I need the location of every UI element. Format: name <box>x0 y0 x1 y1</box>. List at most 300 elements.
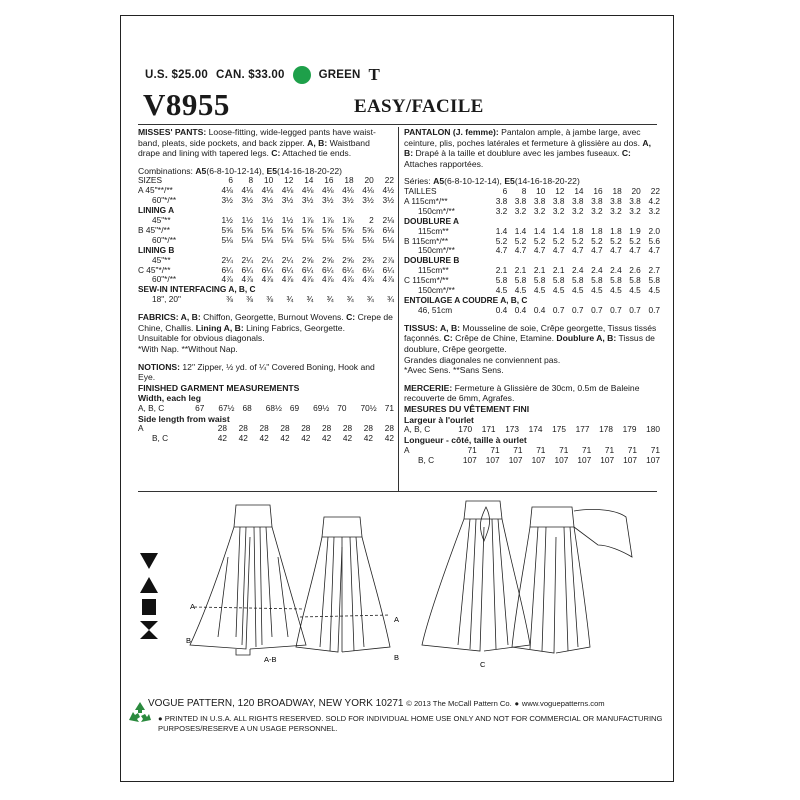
table-cell: 3.8 <box>591 195 603 206</box>
table-cell: 5⅛ <box>221 234 233 245</box>
label-c: C <box>480 660 486 669</box>
green-dot-icon <box>293 66 311 84</box>
table-cell: 3.2 <box>610 205 622 216</box>
pattern-number: V8955 <box>143 87 230 122</box>
table-cell: 5⅝ <box>321 224 334 235</box>
table-cell: 28 <box>384 423 394 434</box>
table-cell: 5⅝ <box>281 224 294 235</box>
table-cell: 5⅛ <box>362 234 374 245</box>
table-cell: 1.4 <box>552 225 565 236</box>
table-cell: 3.8 <box>610 195 622 206</box>
price-can: CAN. $33.00 <box>215 69 285 81</box>
table-cell: 3.2 <box>648 205 660 216</box>
table-cell: LINING A <box>138 205 175 216</box>
table-cell: SIZES <box>138 175 162 186</box>
table-cell: 4.5 <box>610 285 622 296</box>
table-cell: 2.1 <box>552 265 565 276</box>
table-cell: 5⅛ <box>261 234 274 245</box>
table-cell: 71 <box>536 444 546 455</box>
table-cell: 69 <box>289 402 300 413</box>
color-label: GREEN <box>318 69 361 81</box>
table-cell: 2.4 <box>591 265 603 276</box>
table-cell: ¾ <box>366 294 374 305</box>
table-cell: 2⅛ <box>382 215 394 225</box>
table-cell: 18", 20" <box>152 294 181 305</box>
table-cell: B 115cm*/** <box>404 235 449 246</box>
table-cell: 4⅞ <box>342 274 354 285</box>
table-cell: 4⅞ <box>221 274 233 285</box>
table-cell: 5⅝ <box>362 224 374 235</box>
table-cell: 115cm** <box>418 265 449 276</box>
garment-illustrations <box>128 497 668 677</box>
table-cell: 0.7 <box>572 304 584 315</box>
table-cell: 5⅛ <box>281 234 294 245</box>
table-cell: 171 <box>481 424 496 435</box>
table-cell: 2⅝ <box>301 254 314 265</box>
table-cell: 18 <box>344 175 354 186</box>
price-us: U.S. $25.00 <box>145 69 208 81</box>
table-cell: 6¼ <box>342 264 354 275</box>
table-cell: ⅜ <box>226 294 233 305</box>
table-cell: 5.8 <box>610 275 622 286</box>
table-cell: 0.7 <box>610 304 622 315</box>
table-cell: 3.8 <box>533 195 546 206</box>
table-cell: 46, 51cm <box>418 304 453 315</box>
table-cell: 28 <box>259 423 269 434</box>
table-cell: 2.1 <box>533 265 546 276</box>
table-cell: 6¼ <box>221 264 233 275</box>
table-cell: 6¼ <box>241 264 254 275</box>
table-cell: 60"*/** <box>152 195 177 206</box>
table-cell: 3.2 <box>495 205 508 216</box>
table-cell: 6 <box>228 175 233 186</box>
yardage-table-fr <box>404 187 660 316</box>
table-cell: DOUBLURE B <box>404 255 460 266</box>
table-cell: 1½ <box>241 215 254 225</box>
table-cell: 28 <box>363 423 373 434</box>
table-cell: ¾ <box>346 294 354 305</box>
description: MISSES' PANTS: Loose-fitting, wide-legged pants have waist-band, pleats, side pockets, and back zipper. A, B: Waistband drape and lining with tapered legs. C: Attached tie ends. <box>138 127 376 159</box>
table-cell: 0.7 <box>648 304 660 315</box>
table-cell: ⅜ <box>266 294 274 305</box>
table-cell: 67 <box>195 402 205 413</box>
table-cell: 4⅛ <box>281 185 294 196</box>
table-row <box>138 434 394 444</box>
table-cell: LINING B <box>138 244 175 255</box>
price-line <box>145 65 380 85</box>
difficulty-label: EASY/FACILE <box>354 96 484 117</box>
table-cell: 178 <box>599 424 613 435</box>
table-cell: A <box>404 444 410 455</box>
table-cell: 60"*/** <box>152 234 177 245</box>
length-table <box>138 424 394 444</box>
table-cell: 2⅝ <box>321 254 334 265</box>
table-cell: 3½ <box>301 195 314 206</box>
table-cell: 4⅛ <box>362 185 374 196</box>
table-cell: 107 <box>531 454 546 465</box>
table-cell: 68½ <box>265 402 282 413</box>
table-cell: 4.5 <box>572 285 584 296</box>
table-cell: 5.8 <box>495 275 508 286</box>
level-letter: T <box>368 65 381 84</box>
table-cell: 1.8 <box>572 225 584 236</box>
table-cell: TAILLES <box>404 185 437 196</box>
table-cell: 5.8 <box>591 275 603 286</box>
table-cell: 45"** <box>152 215 171 225</box>
table-cell: 0.4 <box>533 304 546 315</box>
table-cell: 3.2 <box>629 205 641 216</box>
table-cell: 107 <box>646 454 660 465</box>
table-cell: 5⅝ <box>241 224 254 235</box>
table-cell: 4.5 <box>514 285 527 296</box>
copyright: © 2013 The McCall Pattern Co. <box>406 699 512 708</box>
english-column <box>138 127 394 444</box>
table-cell: 20 <box>631 185 641 196</box>
table-cell: 4⅞ <box>261 274 274 285</box>
table-cell: 71 <box>559 444 569 455</box>
table-cell: 0.7 <box>629 304 641 315</box>
table-cell: 42 <box>363 433 373 444</box>
table-cell: B 45"*/** <box>138 224 171 235</box>
table-cell: 180 <box>646 424 660 435</box>
company-address: VOGUE PATTERN, 120 BROADWAY, NEW YORK 10271 <box>148 698 404 709</box>
table-cell: 42 <box>342 433 353 444</box>
table-cell: 3.8 <box>514 195 527 206</box>
table-cell: 2.4 <box>610 265 622 276</box>
table-cell: 6⅛ <box>382 224 394 235</box>
table-cell: 28 <box>217 423 227 434</box>
table-cell: ¾ <box>387 294 394 305</box>
table-cell: 1.4 <box>495 225 508 236</box>
label-b: B <box>186 636 192 645</box>
table-cell: 4⅛ <box>301 185 314 196</box>
table-cell: 1.8 <box>591 225 603 236</box>
table-cell: 5.8 <box>572 275 584 286</box>
table-cell: 4.7 <box>552 245 565 256</box>
table-cell: 0.4 <box>514 304 527 315</box>
table-cell: 107 <box>600 454 615 465</box>
table-cell: B, C <box>152 433 169 444</box>
table-cell: 4½ <box>382 185 394 196</box>
table-cell: 28 <box>342 423 353 434</box>
table-cell: 5⅝ <box>261 224 274 235</box>
table-cell: 4⅞ <box>301 274 314 285</box>
table-cell: 42 <box>384 433 394 444</box>
table-cell: 5.6 <box>648 235 660 246</box>
table-cell: 70½ <box>360 402 377 413</box>
table-cell: 3.2 <box>533 205 546 216</box>
table-cell: 0.7 <box>591 304 603 315</box>
table-cell: 3.2 <box>552 205 565 216</box>
table-cell: 71 <box>513 444 523 455</box>
width-table <box>138 404 394 414</box>
table-cell: 14 <box>574 185 584 196</box>
table-cell: 71 <box>490 444 500 455</box>
length-table-fr <box>404 446 660 466</box>
table-row <box>404 306 660 316</box>
notions-fr: MERCERIE: Fermeture à Glissière de 30cm, 0.5m de Baleine recouverte de 6mm, Agrafes. <box>404 382 640 404</box>
french-column <box>404 127 660 465</box>
table-cell: 42 <box>259 433 269 444</box>
table-cell: 1½ <box>281 215 294 225</box>
table-cell: 5⅛ <box>301 234 314 245</box>
table-cell: 4.7 <box>495 245 508 256</box>
table-cell: 12 <box>555 185 565 196</box>
table-cell: 1½ <box>221 215 233 225</box>
table-cell: A <box>138 423 144 434</box>
table-cell: 4.7 <box>610 245 622 256</box>
table-cell: ¾ <box>326 294 334 305</box>
table-cell: 107 <box>623 454 637 465</box>
table-cell: 3½ <box>261 195 274 206</box>
column-divider <box>398 127 399 491</box>
table-cell: 5⅛ <box>342 234 354 245</box>
table-cell: 4.2 <box>648 195 660 206</box>
width-table-fr <box>404 425 660 435</box>
table-cell: ⅜ <box>246 294 254 305</box>
table-cell: 8 <box>521 185 527 196</box>
table-cell: 5⅝ <box>301 224 314 235</box>
table-cell: 4.7 <box>629 245 641 256</box>
table-cell: 42 <box>322 433 332 444</box>
table-cell: 1⅞ <box>342 215 354 225</box>
table-cell: 71 <box>650 444 660 455</box>
table-cell: 28 <box>322 423 332 434</box>
table-cell: 5.8 <box>648 275 660 286</box>
table-cell: 3.2 <box>591 205 603 216</box>
notions: NOTIONS: 12" Zipper, ½ yd. of ¼" Covered Boning, Hook and Eye. <box>138 361 375 383</box>
illustration-divider <box>138 491 657 492</box>
top-divider <box>138 124 657 125</box>
table-cell: 4⅛ <box>321 185 334 196</box>
table-cell: 10 <box>263 175 274 186</box>
table-cell: 6¼ <box>261 264 274 275</box>
table-cell: 71 <box>384 402 394 413</box>
table-cell: 2.7 <box>648 265 660 276</box>
table-cell: 6¼ <box>281 264 294 275</box>
table-cell: 2¾ <box>362 254 374 265</box>
table-cell: 5.2 <box>591 235 603 246</box>
table-cell: 10 <box>536 185 546 196</box>
table-cell: 2¼ <box>261 254 274 265</box>
table-cell: 4⅛ <box>261 185 274 196</box>
table-cell: 42 <box>280 433 290 444</box>
table-cell: 60"*/** <box>152 274 177 285</box>
table-row <box>404 446 660 456</box>
table-cell: 1.8 <box>610 225 622 236</box>
table-cell: 173 <box>505 424 520 435</box>
table-cell: 107 <box>554 454 569 465</box>
table-cell: 5.2 <box>552 235 565 246</box>
table-cell: 3.2 <box>514 205 527 216</box>
table-cell: 5.2 <box>514 235 527 246</box>
table-cell: 2.4 <box>572 265 584 276</box>
table-cell: 1⅞ <box>321 215 334 225</box>
table-cell: 4.7 <box>572 245 584 256</box>
table-cell: 3.8 <box>495 195 508 206</box>
yardage-table <box>138 176 394 305</box>
table-cell: 4⅛ <box>342 185 354 196</box>
table-cell: 5.2 <box>572 235 584 246</box>
table-row <box>138 404 394 414</box>
table-cell: 4.5 <box>648 285 660 296</box>
table-cell: 4.7 <box>514 245 527 256</box>
label-a-b: A-B <box>264 655 277 664</box>
label-a-back: A <box>394 615 400 624</box>
table-cell: 4⅞ <box>321 274 334 285</box>
table-cell: A 45"**/** <box>138 185 173 196</box>
table-cell: 2 <box>369 215 374 225</box>
table-cell: 4.5 <box>552 285 565 296</box>
table-cell: 5.8 <box>533 275 546 286</box>
table-cell: 1.4 <box>533 225 546 236</box>
table-cell: 175 <box>552 424 566 435</box>
table-row <box>138 236 394 246</box>
table-cell: 5.8 <box>514 275 527 286</box>
table-cell: 4.7 <box>591 245 603 256</box>
table-cell: 2.0 <box>648 225 660 236</box>
table-row <box>138 196 394 206</box>
table-cell: A, B, C <box>404 424 431 435</box>
combinations: Combinations: A5(6-8-10-12-14), E5(14-16-18-20-22) <box>138 165 342 176</box>
table-cell: 6 <box>502 185 508 196</box>
table-cell: 16 <box>324 175 334 186</box>
table-cell: 4.7 <box>533 245 546 256</box>
table-cell: 68 <box>242 402 252 413</box>
table-cell: 2¼ <box>281 254 294 265</box>
table-cell: 4⅛ <box>241 185 254 196</box>
table-row <box>404 456 660 466</box>
table-cell: ¾ <box>306 294 314 305</box>
table-cell: SEW-IN INTERFACING A, B, C <box>138 284 256 295</box>
table-cell: ENTOILAGE A COUDRE A, B, C <box>404 294 528 305</box>
table-cell: 2⅞ <box>382 254 394 265</box>
table-row <box>404 425 660 435</box>
length-title: Side length from waist <box>138 413 230 424</box>
table-cell: 107 <box>508 454 523 465</box>
table-cell: 1.9 <box>629 225 641 236</box>
table-cell: 4⅛ <box>221 185 233 196</box>
table-row <box>404 227 660 237</box>
table-cell: 18 <box>612 185 622 196</box>
table-cell: 71 <box>467 444 477 455</box>
table-cell: 5.8 <box>552 275 565 286</box>
table-cell: A 115cm*/** <box>404 195 448 206</box>
table-cell: 4.5 <box>629 285 641 296</box>
table-row <box>138 295 394 305</box>
table-cell: 22 <box>650 185 660 196</box>
table-cell: 2.6 <box>629 265 641 276</box>
table-cell: DOUBLURE A <box>404 215 460 226</box>
table-cell: 71 <box>604 444 615 455</box>
table-cell: 4.5 <box>591 285 603 296</box>
table-cell: 3½ <box>382 195 394 206</box>
table-cell: 42 <box>238 433 248 444</box>
table-cell: 5.2 <box>495 235 508 246</box>
table-cell: 2¼ <box>241 254 254 265</box>
table-cell: ¾ <box>286 294 294 305</box>
table-cell: 150cm*/** <box>418 205 455 216</box>
label-a: A <box>190 602 196 611</box>
width-title: Width, each leg <box>138 393 201 404</box>
series-fr: Séries: A5(6-8-10-12-14), E5(14-16-18-20-22) <box>404 176 580 187</box>
table-cell: 107 <box>577 454 592 465</box>
table-cell: 20 <box>364 175 374 186</box>
table-cell: 4.5 <box>495 285 508 296</box>
table-cell: 5.2 <box>533 235 546 246</box>
table-cell: 70 <box>337 402 347 413</box>
table-cell: 170 <box>458 424 473 435</box>
legal-text: ● PRINTED IN U.S.A. ALL RIGHTS RESERVED. SOLD FOR INDIVIDUAL HOME USE ONLY AND NOT FOR COMMERCIAL OR MANUFACTURING PURPOSES/RESERVE A UN USAGE PERSONNEL. <box>158 714 663 733</box>
footer-line: VOGUE PATTERN, 120 BROADWAY, NEW YORK 10271 © 2013 The McCall Pattern Co. ● www.voguepatterns.com <box>148 698 605 709</box>
table-cell: 3.8 <box>552 195 565 206</box>
table-cell: 179 <box>622 424 637 435</box>
width-title-fr: Largeur à l'ourlet <box>404 414 474 425</box>
table-cell: 5.2 <box>610 235 622 246</box>
table-cell: 67½ <box>218 402 235 413</box>
table-cell: 4⅞ <box>382 274 394 285</box>
table-cell: 12 <box>284 175 294 186</box>
table-cell: 150cm*/** <box>418 285 455 296</box>
table-cell: 71 <box>581 444 592 455</box>
table-cell: 177 <box>575 424 590 435</box>
fabrics-fr: TISSUS: A, B: Mousseline de soie, Crêpe georgette, Tissus tissés façonnés. C: Crêpe de Chine, Etamine. Doublure A, B: Tissus de doublure, Crêpe georgette. Grandes diagonales ne conviennent pas. *Avec Sens. **Sans Sens. <box>404 322 657 376</box>
table-cell: C 45"*/** <box>138 264 171 275</box>
table-cell: 3.2 <box>572 205 584 216</box>
table-cell: 6¼ <box>301 264 314 275</box>
table-cell: 3½ <box>221 195 233 206</box>
table-cell: 5.2 <box>629 235 641 246</box>
table-cell: 5⅝ <box>221 224 233 235</box>
table-cell: 4⅞ <box>362 274 374 285</box>
table-cell: 3.8 <box>572 195 584 206</box>
table-cell: 0.4 <box>495 304 508 315</box>
table-cell: 4⅞ <box>241 274 254 285</box>
table-cell: 6¼ <box>362 264 374 275</box>
table-cell: 42 <box>301 433 311 444</box>
table-cell: 8 <box>248 175 254 186</box>
table-cell: 42 <box>217 433 227 444</box>
table-cell: 3½ <box>241 195 254 206</box>
table-cell: 16 <box>593 185 603 196</box>
table-cell: 5⅛ <box>321 234 334 245</box>
table-cell: 174 <box>528 424 543 435</box>
table-cell: 5⅛ <box>382 234 394 245</box>
table-cell: 45"** <box>152 254 171 265</box>
table-cell: 2⅝ <box>342 254 354 265</box>
table-cell: B, C <box>418 454 435 465</box>
table-cell: 69½ <box>313 402 330 413</box>
label-b-back: B <box>394 653 400 662</box>
table-cell: 28 <box>238 423 248 434</box>
table-cell: C 115cm*/** <box>404 275 449 286</box>
table-cell: 5.8 <box>629 275 641 286</box>
table-cell: 150cm*/** <box>418 245 455 256</box>
table-cell: 4.7 <box>648 245 660 256</box>
table-cell: 3½ <box>342 195 354 206</box>
length-title-fr: Longueur - côté, taille à ourlet <box>404 435 527 445</box>
table-cell: 2¼ <box>221 254 233 265</box>
table-cell: 71 <box>627 444 637 455</box>
table-cell: 5⅛ <box>241 234 254 245</box>
table-cell: 6¼ <box>321 264 334 275</box>
table-cell: 5⅝ <box>342 224 354 235</box>
table-cell: 0.7 <box>552 304 565 315</box>
table-cell: 3½ <box>321 195 334 206</box>
table-cell: 6¼ <box>382 264 394 275</box>
description-fr: PANTALON (J. femme): Pantalon ample, à jambe large, avec ceinture, plis, poches latérales et fermeture à glissière au dos. A, B: Drapé à la taille et doublure avec les jambes fuseaux. C: Attaches rapportées. <box>404 127 651 169</box>
table-cell: 3½ <box>362 195 374 206</box>
